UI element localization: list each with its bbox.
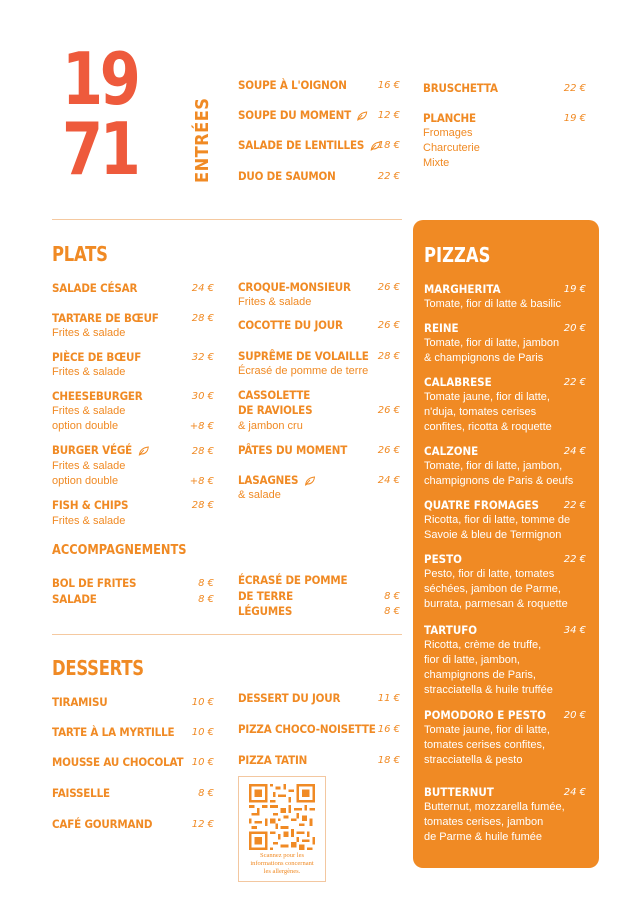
plat-burger-vege-option-price: +8 €	[189, 476, 214, 487]
plat-lasagnes-desc: & salade	[238, 489, 281, 501]
pizza-butternut-desc	[424, 800, 594, 845]
entree-planche-desc	[423, 126, 480, 171]
pizza-pesto-price: 22 €	[563, 554, 586, 565]
accomp-ecrase-name-line2: DE TERRE	[238, 589, 293, 603]
desserts-title: DESSERTS	[52, 656, 144, 680]
entree-planche-price: 19 €	[563, 113, 586, 124]
entree-soupe-oignon-name: SOUPE À L'OIGNON	[238, 78, 347, 92]
accomp-ecrase-price: 8 €	[384, 591, 400, 602]
plat-lasagnes-name	[238, 473, 315, 487]
plat-piece-boeuf-name: PIÈCE DE BŒUF	[52, 350, 142, 364]
pizza-tartufo-desc-line: stracciatella & huile truffée	[424, 684, 553, 696]
pizza-tartufo-price: 34 €	[563, 625, 586, 636]
dessert-pizza-choco-name: PIZZA CHOCO-NOISETTE	[238, 722, 376, 736]
plat-supreme-desc: Écrasé de pomme de terre	[238, 365, 369, 377]
entree-duo-saumon-name: DUO DE SAUMON	[238, 169, 336, 183]
pizza-calabrese-name: CALABRESE	[424, 375, 492, 389]
plat-cheeseburger-price: 30 €	[191, 391, 214, 402]
plat-cheeseburger-name: CHEESEBURGER	[52, 389, 143, 403]
pizza-reine-desc-line: Tomate, fior di latte, jambon	[424, 337, 560, 349]
qr-code-icon[interactable]	[249, 784, 315, 850]
plat-tartare-desc: Frites & salade	[52, 327, 126, 339]
logo-line-2: 71	[62, 107, 138, 191]
pizza-pomodoro-name: POMODORO E PESTO	[424, 708, 546, 722]
dessert-cafe-price: 12 €	[191, 819, 214, 830]
accompagnements-title: ACCOMPAGNEMENTS	[52, 543, 187, 558]
plat-cocotte-name: COCOTTE DU JOUR	[238, 318, 343, 332]
plat-burger-vege-desc: Frites & salade	[52, 460, 126, 472]
dessert-du-jour-price: 11 €	[377, 693, 400, 704]
pizza-pomodoro-price: 20 €	[563, 710, 586, 721]
entree-planche-name: PLANCHE	[423, 111, 476, 125]
pizza-calzone-desc-line: Tomate, fior di latte, jambon,	[424, 460, 563, 472]
pizza-pomodoro-desc-line: stracciatella & pesto	[424, 754, 523, 766]
allergen-qr-card[interactable]	[238, 776, 326, 882]
pizza-reine-desc	[424, 336, 594, 366]
pizza-butternut-desc-line: tomates cerises, jambon	[424, 816, 544, 828]
plat-piece-boeuf-price: 32 €	[191, 352, 214, 363]
pizza-butternut-name: BUTTERNUT	[424, 785, 494, 799]
pizza-tartufo-desc-line: champignons de Paris,	[424, 669, 536, 681]
dessert-tarte-name: TARTE À LA MYRTILLE	[52, 725, 175, 739]
accomp-ecrase-name-line1: ÉCRASÉ DE POMME	[238, 573, 348, 587]
logo-line-1: 19	[62, 37, 138, 121]
plat-piece-boeuf-desc: Frites & salade	[52, 366, 126, 378]
entree-salade-lentilles-label: SALADE DE LENTILLES	[238, 138, 365, 152]
entrees-title: ENTRÉES	[192, 97, 213, 183]
plat-cocotte-price: 26 €	[377, 320, 400, 331]
accomp-salade-name: SALADE	[52, 592, 97, 606]
plat-cassolette-price: 26 €	[377, 405, 400, 416]
planche-option-mixte: Mixte	[423, 157, 450, 169]
pizza-pesto-desc-line: burrata, parmesan & roquette	[424, 598, 568, 610]
accomp-legumes-price: 8 €	[384, 606, 400, 617]
qr-caption-line-1: Scannez pour les	[259, 852, 305, 859]
pizzas-panel	[413, 220, 599, 868]
pizza-quatre-fromages-desc	[424, 513, 594, 543]
entree-salade-lentilles-name	[238, 138, 381, 152]
accomp-salade-price: 8 €	[198, 594, 214, 605]
pizza-reine-name: REINE	[424, 321, 459, 335]
pizza-margherita-desc: Tomate, fior di latte & basilic	[424, 298, 561, 310]
pizza-calzone-price: 24 €	[563, 446, 586, 457]
plat-burger-vege-price: 28 €	[191, 446, 214, 457]
plat-burger-vege-label: BURGER VÉGÉ	[52, 443, 133, 457]
section-divider	[52, 634, 402, 635]
pizza-calabrese-desc-line: confites, ricotta & roquette	[424, 421, 552, 433]
vegetarian-leaf-icon	[138, 446, 149, 456]
plat-cheeseburger-option-price: +8 €	[189, 421, 214, 432]
plat-pates-price: 26 €	[377, 445, 400, 456]
pizza-quatre-fromages-desc-line: Savoie & bleu de Termignon	[424, 529, 562, 541]
pizza-calabrese-desc	[424, 390, 594, 435]
vegetarian-leaf-icon	[304, 476, 315, 486]
restaurant-logo	[62, 37, 138, 191]
dessert-pizza-tatin-name: PIZZA TATIN	[238, 753, 308, 767]
dessert-pizza-choco-price: 16 €	[377, 724, 400, 735]
plat-croque-price: 26 €	[377, 282, 400, 293]
plat-supreme-name: SUPRÊME DE VOLAILLE	[238, 349, 369, 363]
entree-bruschetta-name: BRUSCHETTA	[423, 81, 498, 95]
pizza-pesto-desc	[424, 567, 594, 612]
pizza-calzone-desc	[424, 459, 594, 489]
plat-fish-chips-desc: Frites & salade	[52, 515, 126, 527]
entree-soupe-moment-name	[238, 108, 368, 122]
entree-soupe-oignon-price: 16 €	[377, 80, 400, 91]
plat-burger-vege-name	[52, 443, 149, 457]
pizza-margherita-name: MARGHERITA	[424, 282, 501, 296]
plat-fish-chips-price: 28 €	[191, 500, 214, 511]
dessert-tiramisu-price: 10 €	[191, 697, 214, 708]
plats-title: PLATS	[52, 242, 108, 266]
accomp-bol-frites-name: BOL DE FRITES	[52, 576, 137, 590]
accomp-bol-frites-price: 8 €	[198, 578, 214, 589]
plat-salade-cesar-price: 24 €	[191, 283, 214, 294]
pizza-pomodoro-desc	[424, 723, 594, 768]
pizza-pomodoro-desc-line: Tomate jaune, fior di latte,	[424, 724, 550, 736]
dessert-cafe-name: CAFÉ GOURMAND	[52, 817, 153, 831]
pizza-pomodoro-desc-line: tomates cerises confites,	[424, 739, 546, 751]
plat-lasagnes-price: 24 €	[377, 475, 400, 486]
plat-cassolette-desc: & jambon cru	[238, 420, 303, 432]
vegetarian-leaf-icon	[357, 111, 368, 121]
planche-option-charcuterie: Charcuterie	[423, 142, 480, 154]
pizza-tartufo-desc-line: Ricotta, crème de truffe,	[424, 639, 542, 651]
pizza-tartufo-desc	[424, 638, 594, 698]
pizza-calzone-desc-line: champignons de Paris & oeufs	[424, 475, 574, 487]
plat-pates-name: PÂTES DU MOMENT	[238, 443, 348, 457]
qr-caption-line-2: informations concernant	[250, 860, 314, 867]
dessert-mousse-name: MOUSSE AU CHOCOLAT	[52, 755, 184, 769]
plat-tartare-price: 28 €	[191, 313, 214, 324]
pizza-quatre-fromages-name: QUATRE FROMAGES	[424, 498, 539, 512]
pizza-pesto-desc-line: Pesto, fior di latte, tomates	[424, 568, 555, 580]
pizza-butternut-price: 24 €	[563, 787, 586, 798]
dessert-tarte-price: 10 €	[191, 727, 214, 738]
pizza-pesto-desc-line: séchées, jambon de Parme,	[424, 583, 561, 595]
pizza-butternut-desc-line: Butternut, mozzarella fumée,	[424, 801, 565, 813]
plat-cassolette-name-line1: CASSOLETTE	[238, 388, 311, 402]
dessert-mousse-price: 10 €	[191, 757, 214, 768]
dessert-faisselle-price: 8 €	[198, 788, 214, 799]
plat-salade-cesar-name: SALADE CÉSAR	[52, 281, 138, 295]
section-divider	[52, 219, 402, 220]
plat-lasagnes-label: LASAGNES	[238, 473, 299, 487]
plat-croque-name: CROQUE-MONSIEUR	[238, 280, 351, 294]
entree-bruschetta-price: 22 €	[563, 83, 586, 94]
pizza-calabrese-price: 22 €	[563, 377, 586, 388]
pizza-quatre-fromages-desc-line: Ricotta, fior di latte, tomme de	[424, 514, 571, 526]
entree-duo-saumon-price: 22 €	[377, 171, 400, 182]
entree-soupe-moment-label: SOUPE DU MOMENT	[238, 108, 352, 122]
planche-option-fromages: Fromages	[423, 127, 473, 139]
qr-caption	[241, 852, 323, 876]
dessert-tiramisu-name: TIRAMISU	[52, 695, 108, 709]
entree-soupe-moment-price: 12 €	[377, 110, 400, 121]
plat-burger-vege-option: option double	[52, 475, 119, 487]
accomp-legumes-name: LÉGUMES	[238, 604, 293, 618]
plat-cheeseburger-option: option double	[52, 420, 119, 432]
plat-croque-desc: Frites & salade	[238, 296, 312, 308]
entree-salade-lentilles-price: 18 €	[377, 140, 400, 151]
pizza-calabrese-desc-line: Tomate jaune, fior di latte,	[424, 391, 550, 403]
pizza-tartufo-desc-line: fior di latte, jambon,	[424, 654, 520, 666]
plat-supreme-price: 28 €	[377, 351, 400, 362]
pizza-butternut-desc-line: de Parme & huile fumée	[424, 831, 543, 843]
plat-cassolette-name-line2: DE RAVIOLES	[238, 403, 313, 417]
pizza-pesto-name: PESTO	[424, 552, 462, 566]
plat-fish-chips-name: FISH & CHIPS	[52, 498, 129, 512]
dessert-du-jour-name: DESSERT DU JOUR	[238, 691, 341, 705]
pizza-margherita-price: 19 €	[563, 284, 586, 295]
dessert-pizza-tatin-price: 18 €	[377, 755, 400, 766]
pizza-tartufo-name: TARTUFO	[424, 623, 478, 637]
pizza-calzone-name: CALZONE	[424, 444, 479, 458]
pizzas-title: PIZZAS	[424, 243, 491, 267]
plat-cheeseburger-desc: Frites & salade	[52, 405, 126, 417]
pizza-reine-desc-line: & champignons de Paris	[424, 352, 544, 364]
pizza-quatre-fromages-price: 22 €	[563, 500, 586, 511]
pizza-reine-price: 20 €	[563, 323, 586, 334]
plat-tartare-name: TARTARE DE BŒUF	[52, 311, 159, 325]
qr-caption-line-3: les allergènes.	[263, 868, 301, 875]
dessert-faisselle-name: FAISSELLE	[52, 786, 110, 800]
pizza-calabrese-desc-line: n'duja, tomates cerises	[424, 406, 537, 418]
